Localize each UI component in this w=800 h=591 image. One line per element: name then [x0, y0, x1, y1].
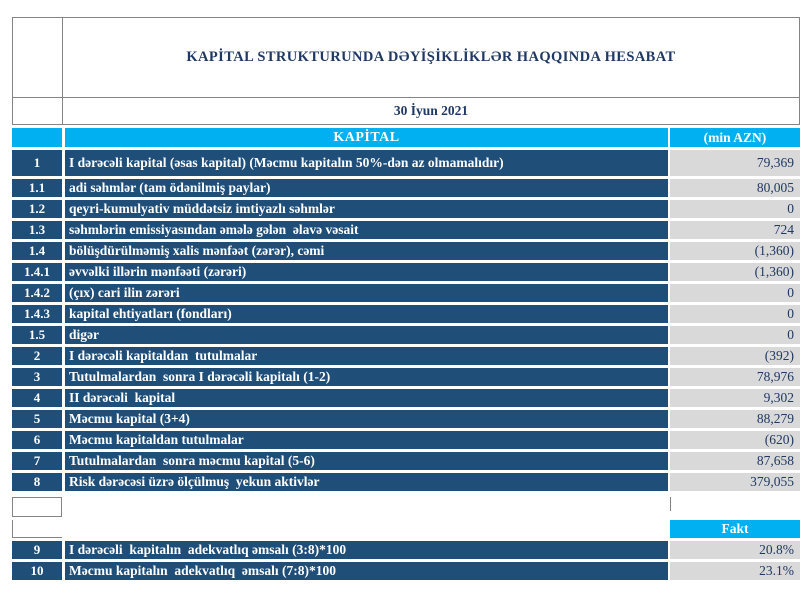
row-number-cell: 10	[12, 562, 62, 580]
row-number-cell: 6	[12, 431, 62, 449]
page-title: KAPİTAL STRUKTURUNDA DƏYİŞİKLİKLƏR HAQQINDA HESABAT	[186, 49, 676, 65]
date-left-empty-cell	[13, 98, 63, 124]
row-label-cell: Məcmu kapitalın adekvatlıq əmsalı (7:8)*100	[65, 562, 668, 580]
row-value-cell: 379,055	[670, 473, 800, 491]
table-header-row	[12, 128, 800, 147]
table-row	[12, 263, 800, 281]
fakt-left-empty-cell	[12, 520, 62, 538]
row-label-cell: adi səhmlər (tam ödənilmiş paylar)	[65, 179, 668, 197]
row-number-cell: 2	[12, 347, 62, 365]
row-number-cell: 1.4.3	[12, 305, 62, 323]
row-value-cell: (1,360)	[670, 263, 800, 281]
row-number-cell: 8	[12, 473, 62, 491]
row-label-cell: Risk dərəcəsi üzrə ölçülmuş yekun aktivlər	[65, 473, 668, 491]
table-row	[12, 541, 800, 559]
row-value-cell: (1,360)	[670, 242, 800, 260]
capital-table	[12, 128, 800, 580]
table-row	[12, 221, 800, 239]
row-number-cell: 1.1	[12, 179, 62, 197]
row-number-cell: 9	[12, 541, 62, 559]
row-number-cell: 1	[12, 150, 62, 176]
row-number-cell: 7	[12, 452, 62, 470]
title-left-empty-cell	[13, 18, 63, 97]
row-number-cell: 4	[12, 389, 62, 407]
row-value-cell: 0	[670, 305, 800, 323]
row-label-cell: Tutulmalardan sonra I dərəcəli kapitalı (1-2)	[65, 368, 668, 386]
table-row	[12, 179, 800, 197]
table-row	[12, 410, 800, 428]
fakt-row	[12, 520, 800, 538]
table-row	[12, 305, 800, 323]
row-label-cell: I dərəcəli kapital (əsas kapital) (Məcmu kapitalın 50%-dən az olmamalıdır)	[65, 150, 668, 176]
table-row	[12, 368, 800, 386]
row-value-cell: 724	[670, 221, 800, 239]
table-row	[12, 242, 800, 260]
row-value-cell: 23.1%	[670, 562, 800, 580]
row-number-cell: 3	[12, 368, 62, 386]
spacer-value-cell	[670, 497, 800, 511]
row-value-cell: 88,279	[670, 410, 800, 428]
row-label-cell: qeyri-kumulyativ müddətsiz imtiyazlı səhmlər	[65, 200, 668, 218]
row-value-cell: 9,302	[670, 389, 800, 407]
table-row	[12, 200, 800, 218]
row-label-cell: əvvəlki illərin mənfəəti (zərəri)	[65, 263, 668, 281]
fakt-header-cell: Fakt	[670, 520, 800, 538]
row-value-cell: 20.8%	[670, 541, 800, 559]
date-row	[12, 98, 800, 125]
spacer-row	[12, 497, 800, 517]
row-value-cell: 80,005	[670, 179, 800, 197]
row-number-cell: 1.4.2	[12, 284, 62, 302]
row-label-cell: I dərəcəli kapitaldan tutulmalar	[65, 347, 668, 365]
header-number-cell	[12, 128, 62, 147]
row-number-cell: 1.3	[12, 221, 62, 239]
table-row	[12, 473, 800, 491]
spacer-label-cell	[65, 497, 668, 517]
row-value-cell: (620)	[670, 431, 800, 449]
row-label-cell: (çıx) cari ilin zərəri	[65, 284, 668, 302]
row-label-cell: bölüşdürülməmiş xalis mənfəət (zərər), cəmi	[65, 242, 668, 260]
row-label-cell: kapital ehtiyatları (fondları)	[65, 305, 668, 323]
row-value-cell: 79,369	[670, 150, 800, 176]
row-label-cell: səhmlərin emissiyasından əmələ gələn əlavə vəsait	[65, 221, 668, 239]
row-value-cell: 0	[670, 200, 800, 218]
row-number-cell: 5	[12, 410, 62, 428]
row-value-cell: (392)	[670, 347, 800, 365]
row-label-cell: Məcmu kapitaldan tutulmalar	[65, 431, 668, 449]
row-value-cell: 0	[670, 326, 800, 344]
fakt-label-spacer	[65, 520, 668, 538]
row-label-cell: I dərəcəli kapitalın adekvatlıq əmsalı (3:8)*100	[65, 541, 668, 559]
row-label-cell: II dərəcəli kapital	[65, 389, 668, 407]
table-row	[12, 562, 800, 580]
date-cell	[63, 98, 799, 124]
row-number-cell: 1.5	[12, 326, 62, 344]
row-label-cell: Tutulmalardan sonra məcmu kapital (5-6)	[65, 452, 668, 470]
table-row	[12, 326, 800, 344]
kapital-header-cell: KAPİTAL	[65, 128, 668, 147]
table-row	[12, 389, 800, 407]
row-value-cell: 87,658	[670, 452, 800, 470]
table-row	[12, 431, 800, 449]
table-row	[12, 284, 800, 302]
row-value-cell: 0	[670, 284, 800, 302]
title-cell	[63, 18, 799, 97]
row-label-cell: Məcmu kapital (3+4)	[65, 410, 668, 428]
table-row	[12, 150, 800, 176]
spacer-number-cell	[12, 497, 62, 517]
row-number-cell: 1.4.1	[12, 263, 62, 281]
title-block	[12, 17, 800, 98]
unit-header-cell: (min AZN)	[670, 128, 800, 147]
table-row	[12, 452, 800, 470]
row-number-cell: 1.2	[12, 200, 62, 218]
row-number-cell: 1.4	[12, 242, 62, 260]
row-value-cell: 78,976	[670, 368, 800, 386]
row-label-cell: digər	[65, 326, 668, 344]
report-date: 30 İyun 2021	[393, 103, 469, 118]
table-row	[12, 347, 800, 365]
